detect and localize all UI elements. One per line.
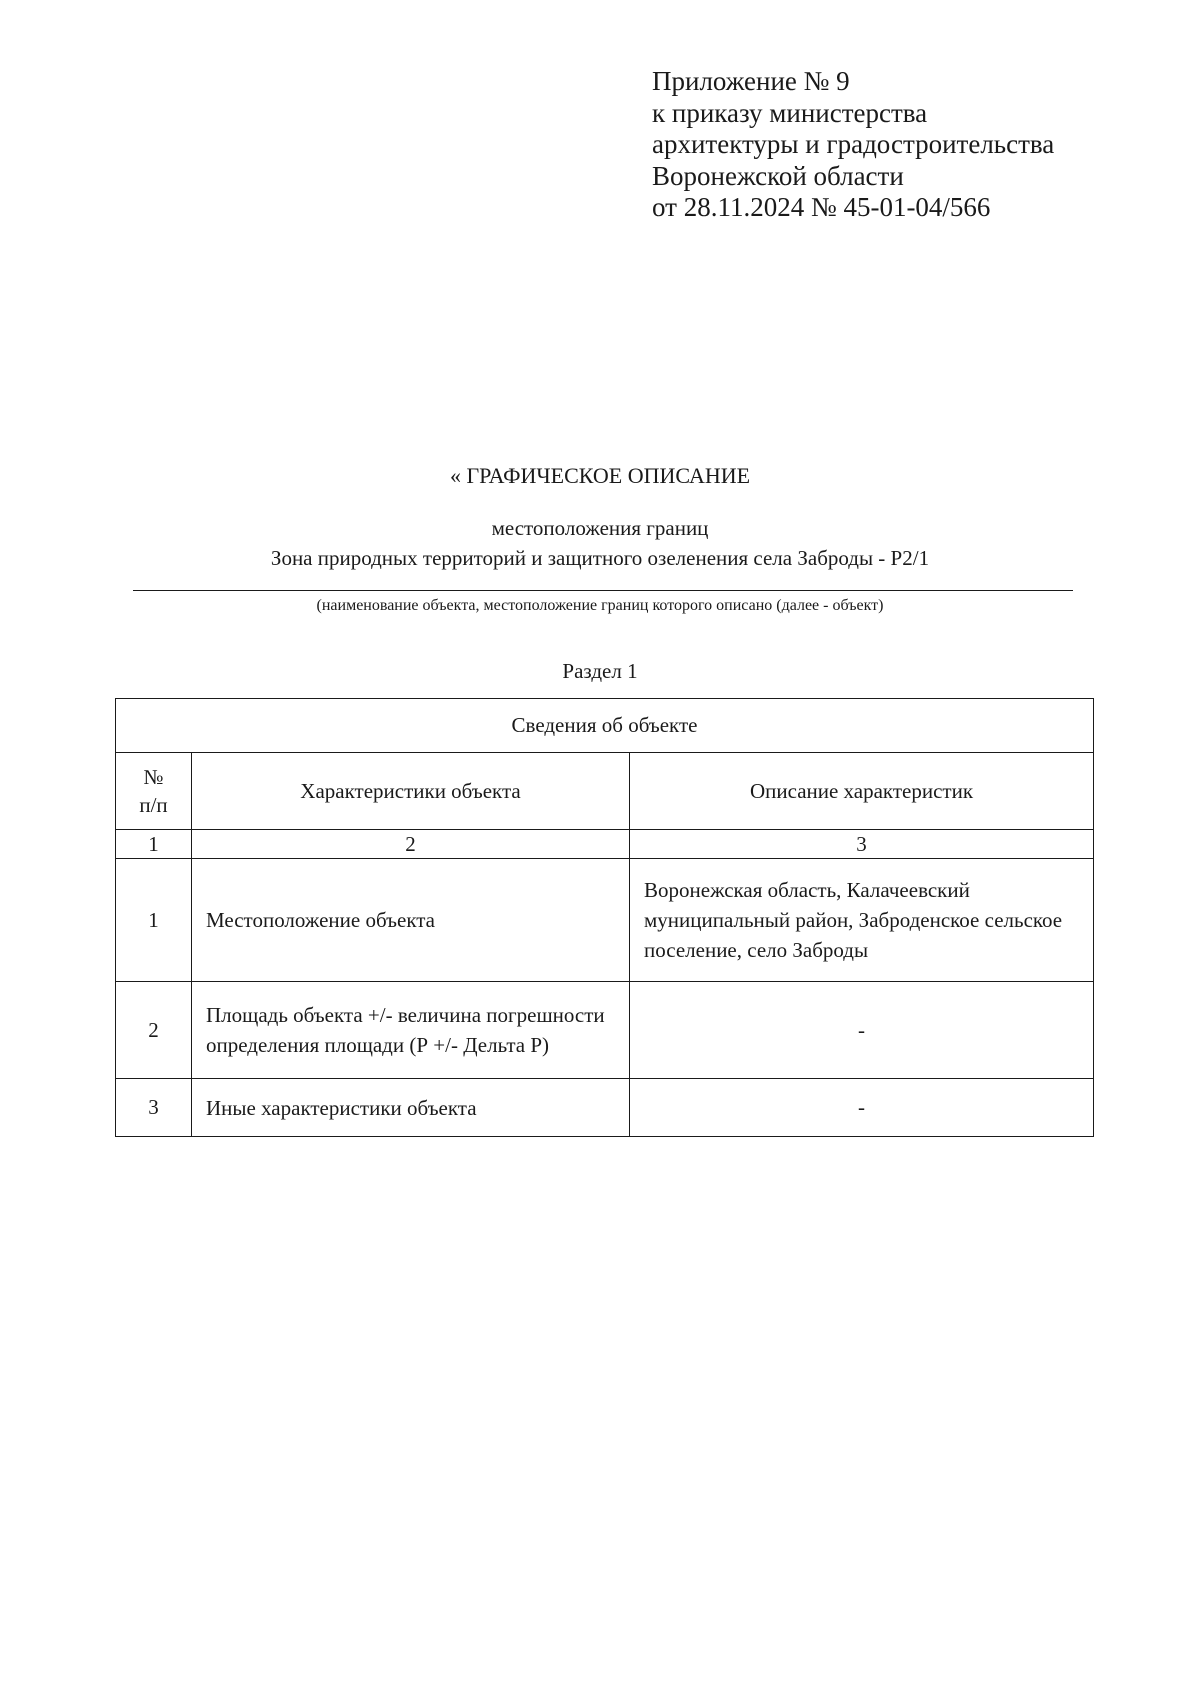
table-header-row [116, 753, 1094, 830]
index-cell-1: 1 [116, 830, 192, 859]
index-cell-3: 3 [630, 830, 1094, 859]
header-characteristic: Характеристики объекта [192, 753, 630, 830]
object-info-table [115, 698, 1094, 1137]
table-caption-row [116, 699, 1094, 753]
header-num-symbol: № [143, 765, 164, 789]
index-cell-2: 2 [192, 830, 630, 859]
object-caption: (наименование объекта, местоположение границ которого описано (далее - объект) [316, 597, 884, 614]
appendix-line-1: Приложение № 9 [652, 66, 850, 96]
appendix-line-3: архитектуры и градостроительства [652, 129, 1055, 159]
row-description: Воронежская область, Калачеевский муниципальный район, Заброденское сельское поселение, село Заброды [630, 859, 1094, 982]
row-description: - [630, 982, 1094, 1079]
header-num-abbr: п/п [139, 793, 168, 817]
table-row [116, 859, 1094, 982]
section-title: Раздел 1 [562, 659, 638, 683]
table-index-row [116, 830, 1094, 859]
table-row [116, 1079, 1094, 1137]
appendix-block [652, 66, 1172, 224]
row-characteristic: Иные характеристики объекта [192, 1079, 630, 1137]
row-description: - [630, 1079, 1094, 1137]
appendix-line-4: Воронежской области [652, 160, 904, 191]
document-subtitle: местоположения границ [491, 516, 709, 540]
row-num: 2 [116, 982, 192, 1079]
table-row [116, 982, 1094, 1079]
row-characteristic: Местоположение объекта [192, 859, 630, 982]
document-title: « ГРАФИЧЕСКОЕ ОПИСАНИЕ [449, 463, 751, 488]
header-description: Описание характеристик [630, 753, 1094, 830]
row-characteristic: Площадь объекта +/- величина погрешности определения площади (Р +/- Дельта Р) [192, 982, 630, 1079]
table-caption: Сведения об объекте [116, 699, 1094, 753]
header-num [116, 753, 192, 830]
object-name: Зона природных территорий и защитного озеленения села Заброды - Р2/1 [270, 546, 930, 570]
row-num: 1 [116, 859, 192, 982]
row-num: 3 [116, 1079, 192, 1137]
appendix-line-2: к приказу министерства [652, 97, 928, 128]
appendix-line-5: от 28.11.2024 № 45-01-04/566 [652, 192, 991, 222]
underline-rule [133, 590, 1073, 591]
